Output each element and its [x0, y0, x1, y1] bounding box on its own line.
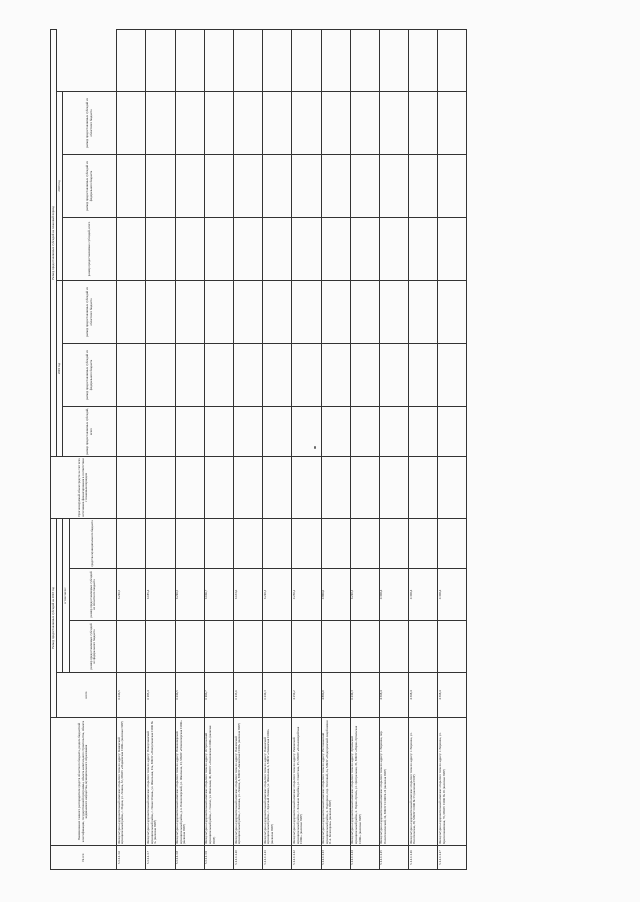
row-fed-2018 — [438, 621, 467, 673]
row-2019-obl — [117, 281, 146, 344]
row-2019-fed — [233, 344, 262, 407]
row-mun-2018 — [204, 519, 233, 569]
row-obl-2018: 4 368,4 — [379, 569, 408, 621]
row-2019-total — [409, 407, 438, 457]
row-2019-obl — [263, 281, 292, 344]
row-2019-total — [350, 407, 379, 457]
row-2020-obl — [350, 92, 379, 155]
row-2020-obl-extra — [409, 29, 438, 91]
table-row — [379, 29, 408, 869]
row-name: Физкультурно-оздоровительный комплекс открытого типа по адресу: Россошанский муниципальный район, п. Подгорное, пер. Почтовый, 2а, МБОУ «Подгоренский лицей имени Н.А. Белозорова» (включая ПИР) — [321, 718, 350, 846]
table-row — [204, 29, 233, 869]
row-name: Физкультурно-оздоровительный комплекс открытого типа по адресу: Рамонский муниципальный район, с. Большая Верейка, ул. Советская, 15, МБОУ «Большеверейская СОШ» (включая ПИР) — [292, 718, 321, 846]
row-total-2018: 6 216,5 — [117, 673, 146, 718]
header-v-tom-chisle: в том числе: — [63, 519, 70, 673]
row-2019-total — [204, 407, 233, 457]
row-prognoz — [146, 457, 175, 519]
row-2020-fed — [146, 155, 175, 218]
row-2019-fed — [438, 344, 467, 407]
row-prognoz — [438, 457, 467, 519]
row-mun-2018 — [263, 519, 292, 569]
row-total-2018: 4 250,2 — [292, 673, 321, 718]
row-2019-obl — [438, 281, 467, 344]
row-mun-2018 — [292, 519, 321, 569]
header-plan-period: Размер предоставляемых субсидий на плановый период — [51, 29, 57, 456]
row-mun-2018 — [350, 519, 379, 569]
row-2020-obl — [175, 92, 204, 155]
row-code: 5.1.1.1.1.9 — [204, 846, 233, 870]
row-2019-total — [175, 407, 204, 457]
header-2020: 2020 год — [56, 92, 62, 281]
row-mun-2018 — [321, 519, 350, 569]
row-name: Физкультурно-оздоровительный комплекс открытого типа по адресу: г. Воронеж, ул. Краснознаменная, 70, МБОУ СОШ № 45 (включая ПИР) — [438, 718, 467, 846]
row-2019-fed — [409, 344, 438, 407]
row-prognoz — [350, 457, 379, 519]
row-2020-total — [175, 218, 204, 281]
row-2019-total — [146, 407, 175, 457]
row-2020-obl-extra — [379, 29, 408, 91]
row-mun-2018 — [409, 519, 438, 569]
row-total-2018: 6 185,4 — [146, 673, 175, 718]
row-obl-2018: 4 806,0 — [321, 569, 350, 621]
row-2020-obl-extra — [350, 29, 379, 91]
header-name: Наименование главного распорядителя средств областного бюджета, раздела бюджетной классификации, государственной программы, объекта капитального строительства, объекта недвижимого имущества, муниципального образования — [51, 718, 117, 846]
row-total-2018: 6 166,7 — [204, 673, 233, 718]
row-obl-2018: 4 368,4 — [438, 569, 467, 621]
row-code: 5.1.1.1.1.14 — [350, 846, 379, 870]
row-total-2018: 6 216,5 — [175, 673, 204, 718]
row-name: Физкультурно-оздоровительный комплекс открытого типа по адресу: Панинский муниципальный район, с. Красный Лиман, ул. Школьная, 6, МБОУ «Лиманская СОШ» (включая ПИР) — [263, 718, 292, 846]
table-row — [233, 29, 262, 869]
row-2020-obl — [117, 92, 146, 155]
row-mun-2018 — [379, 519, 408, 569]
row-code: 5.1.1.1.1.6 — [117, 846, 146, 870]
row-prognoz — [292, 457, 321, 519]
row-2020-obl-extra — [321, 29, 350, 91]
row-name: Физкультурно-оздоровительный комплекс открытого типа по адресу: г. Воронеж, пер. Политехнический, 11, МБОУ СОШ № 21 (включая ПИР) — [379, 718, 408, 846]
row-prognoz — [321, 457, 350, 519]
row-2020-total — [117, 218, 146, 281]
row-code: 5.1.1.1.1.13 — [321, 846, 350, 870]
row-2020-obl-extra — [233, 29, 262, 91]
subsidy-table — [50, 29, 467, 870]
row-2020-total — [321, 218, 350, 281]
row-2019-fed — [292, 344, 321, 407]
row-2020-obl — [379, 92, 408, 155]
table-row — [438, 29, 467, 869]
row-2020-fed — [117, 155, 146, 218]
row-mun-2018 — [233, 519, 262, 569]
row-code: 5.1.1.1.1.12 — [292, 846, 321, 870]
row-code: 5.1.1.1.1.7 — [146, 846, 175, 870]
header-2019-obl: размер предоставляемых субсидий из областного бюджета — [63, 281, 117, 344]
row-fed-2018 — [350, 621, 379, 673]
row-2020-total — [146, 218, 175, 281]
row-obl-2018: 6 166,7 — [204, 569, 233, 621]
table-row — [321, 29, 350, 869]
row-name: Физкультурно-оздоровительный комплекс открытого типа по адресу: Павловский муниципальный район, с. Казинка, ул. Ленина, 4, МБОУ «Казинская СОШ» (включая ПИР) — [233, 718, 262, 846]
table-row — [117, 29, 146, 869]
header-2020-obl: размер предоставляемых субсидий из областного бюджета — [63, 92, 117, 155]
row-total-2018: 6 210,3 — [263, 673, 292, 718]
table-row — [292, 29, 321, 869]
row-2019-fed — [204, 344, 233, 407]
row-name: Физкультурно-оздоровительный комплекс открытого типа по адресу: Новоусманский муниципальный район, с. Новая Усмань, ул. Школьная, 11а, МБОУ «Новоусманская СОШ № 3» (включая ПИР) — [146, 718, 175, 846]
row-2020-obl-extra — [146, 29, 175, 91]
row-2020-total — [379, 218, 408, 281]
header-prognoz: Прогнозируемый объем средств за счет всех источников финансирования в соответствии с плановым периодом — [51, 457, 117, 519]
row-2020-obl-extra — [438, 29, 467, 91]
header-mun: средства муниципального бюджета — [70, 519, 117, 569]
row-2020-total — [409, 218, 438, 281]
row-prognoz — [233, 457, 262, 519]
row-code: 5.1.1.1.1.11 — [263, 846, 292, 870]
row-2020-obl-extra — [117, 29, 146, 91]
row-2020-total — [204, 218, 233, 281]
row-2020-total — [292, 218, 321, 281]
row-2019-total — [263, 407, 292, 457]
row-fed-2018 — [409, 621, 438, 673]
row-2019-total — [233, 407, 262, 457]
row-2019-total — [438, 407, 467, 457]
row-fed-2018 — [321, 621, 350, 673]
header-vsego: всего — [56, 673, 116, 718]
row-fed-2018 — [263, 621, 292, 673]
row-2019-obl — [292, 281, 321, 344]
table-row — [263, 29, 292, 869]
header-2020-total: размер предоставляемых субсидий, всего — [63, 218, 117, 281]
row-total-2018: 4 368,4 — [379, 673, 408, 718]
row-code: 5.1.1.1.1.8 — [175, 846, 204, 870]
row-2020-obl-extra — [175, 29, 204, 91]
row-2020-obl — [263, 92, 292, 155]
row-prognoz — [204, 457, 233, 519]
row-2020-fed — [292, 155, 321, 218]
rotated-table-container — [50, 30, 620, 870]
header-2019-fed: размер предоставляемых субсидий из федерального бюджета — [63, 344, 117, 407]
row-2020-fed — [233, 155, 262, 218]
row-2020-obl — [409, 92, 438, 155]
row-2020-fed — [409, 155, 438, 218]
row-2020-fed — [438, 155, 467, 218]
row-mun-2018 — [438, 519, 467, 569]
row-2020-obl-extra — [292, 29, 321, 91]
row-2019-fed — [321, 344, 350, 407]
row-2019-total — [379, 407, 408, 457]
row-total-2018: 4 368,4 — [409, 673, 438, 718]
row-2019-obl — [204, 281, 233, 344]
row-name: Физкультурно-оздоровительный комплекс открытого типа по адресу: Эртильский муниципальный район, п. Перво-Эртиль, ул. Центральная, 35, МБОУ «Перво-Эртильская СОШ» (включая ПИР) — [350, 718, 379, 846]
row-name: Физкультурно-оздоровительный комплекс открытого типа по адресу: г. Воронеж, ул. Писательская, 39, МБОУ СОШ № 55 (включая ПИР) — [409, 718, 438, 846]
table-body — [117, 29, 467, 869]
row-2019-obl — [233, 281, 262, 344]
row-2020-total — [438, 218, 467, 281]
row-prognoz — [263, 457, 292, 519]
row-2019-obl — [379, 281, 408, 344]
row-mun-2018 — [117, 519, 146, 569]
row-2020-obl-extra — [204, 29, 233, 91]
row-2019-fed — [263, 344, 292, 407]
row-2019-fed — [146, 344, 175, 407]
row-name: Физкультурно-оздоровительный комплекс открытого типа по адресу: Каменский муниципальный район, с. Марки, ул. Ленина, 32, МБОУ «Марковская СОШ» (включая ПИР) — [117, 718, 146, 846]
row-total-2018: 6 133,6 — [233, 673, 262, 718]
row-2020-total — [263, 218, 292, 281]
header-fed: размер предоставляемых субсидий из федерального бюджета — [70, 621, 117, 673]
row-obl-2018: 6 216,5 — [117, 569, 146, 621]
row-2020-fed — [350, 155, 379, 218]
row-2020-total — [233, 218, 262, 281]
row-2020-obl — [292, 92, 321, 155]
row-obl-2018: 6 216,5 — [175, 569, 204, 621]
row-2020-fed — [175, 155, 204, 218]
row-total-2018: 6 210,3 — [350, 673, 379, 718]
row-2019-total — [117, 407, 146, 457]
row-obl-2018: 6 210,3 — [263, 569, 292, 621]
row-fed-2018 — [146, 621, 175, 673]
header-period-2018: Размер предоставляемых субсидий на 2018 год — [51, 519, 57, 718]
table-row — [175, 29, 204, 869]
row-fed-2018 — [379, 621, 408, 673]
row-2019-obl — [146, 281, 175, 344]
header-2019: 2019 год — [56, 281, 62, 457]
row-2019-total — [321, 407, 350, 457]
row-2020-obl — [204, 92, 233, 155]
row-2019-obl — [321, 281, 350, 344]
row-obl-2018: 4 250,2 — [292, 569, 321, 621]
row-2020-obl — [233, 92, 262, 155]
row-fed-2018 — [117, 621, 146, 673]
row-name: Физкультурно-оздоровительный комплекс открытого типа по адресу: Новохоперский муниципальный район, р.п. Новохоперский, ул. Школьная, 13, МБОУ «Новохоперская СОШ» (включая ПИР) — [175, 718, 204, 846]
row-2019-fed — [379, 344, 408, 407]
row-prognoz — [379, 457, 408, 519]
row-fed-2018 — [233, 621, 262, 673]
row-obl-2018: 6 185,4 — [146, 569, 175, 621]
row-2020-fed — [204, 155, 233, 218]
row-2019-obl — [175, 281, 204, 344]
row-prognoz — [409, 457, 438, 519]
table-row — [409, 29, 438, 869]
header-2020-fed: размер предоставляемых субсидий из федерального бюджета — [63, 155, 117, 218]
row-2020-obl — [146, 92, 175, 155]
row-2020-fed — [321, 155, 350, 218]
row-2020-obl — [438, 92, 467, 155]
row-code: 5.1.1.1.1.10 — [233, 846, 262, 870]
row-name: Физкультурно-оздоровительный комплекс открытого типа по адресу: Острогожский муниципальный район, с. Гнилое, ул. Школьная, 40, МБОУ «Гниловская СОШ» (включая ПИР) — [204, 718, 233, 846]
row-2020-fed — [263, 155, 292, 218]
row-code: 5.1.1.1.1.16 — [409, 846, 438, 870]
header-num: № п/п — [51, 846, 117, 870]
row-2019-fed — [350, 344, 379, 407]
row-obl-2018: 4 368,4 — [409, 569, 438, 621]
row-code: 5.1.1.1.1.17 — [438, 846, 467, 870]
row-2019-obl — [350, 281, 379, 344]
header-obl: размер предоставляемых субсидий из областного бюджета — [70, 569, 117, 621]
row-fed-2018 — [175, 621, 204, 673]
row-2019-fed — [117, 344, 146, 407]
table-row — [146, 29, 175, 869]
header-2019-total: размер предоставляемых субсидий, всего — [63, 407, 117, 457]
row-2020-obl — [321, 92, 350, 155]
row-fed-2018 — [292, 621, 321, 673]
row-code: 5.1.1.1.1.15 — [379, 846, 408, 870]
row-2019-obl — [409, 281, 438, 344]
table-row — [350, 29, 379, 869]
row-2019-total — [292, 407, 321, 457]
row-total-2018: 4 806,0 — [321, 673, 350, 718]
row-total-2018: 4 368,4 — [438, 673, 467, 718]
row-2019-fed — [175, 344, 204, 407]
row-2020-obl-extra — [263, 29, 292, 91]
row-2020-total — [350, 218, 379, 281]
row-prognoz — [175, 457, 204, 519]
row-fed-2018 — [204, 621, 233, 673]
row-2020-fed — [379, 155, 408, 218]
row-obl-2018: 6 133,6 — [233, 569, 262, 621]
row-obl-2018: 6 210,3 — [350, 569, 379, 621]
row-mun-2018 — [146, 519, 175, 569]
row-prognoz — [117, 457, 146, 519]
row-mun-2018 — [175, 519, 204, 569]
